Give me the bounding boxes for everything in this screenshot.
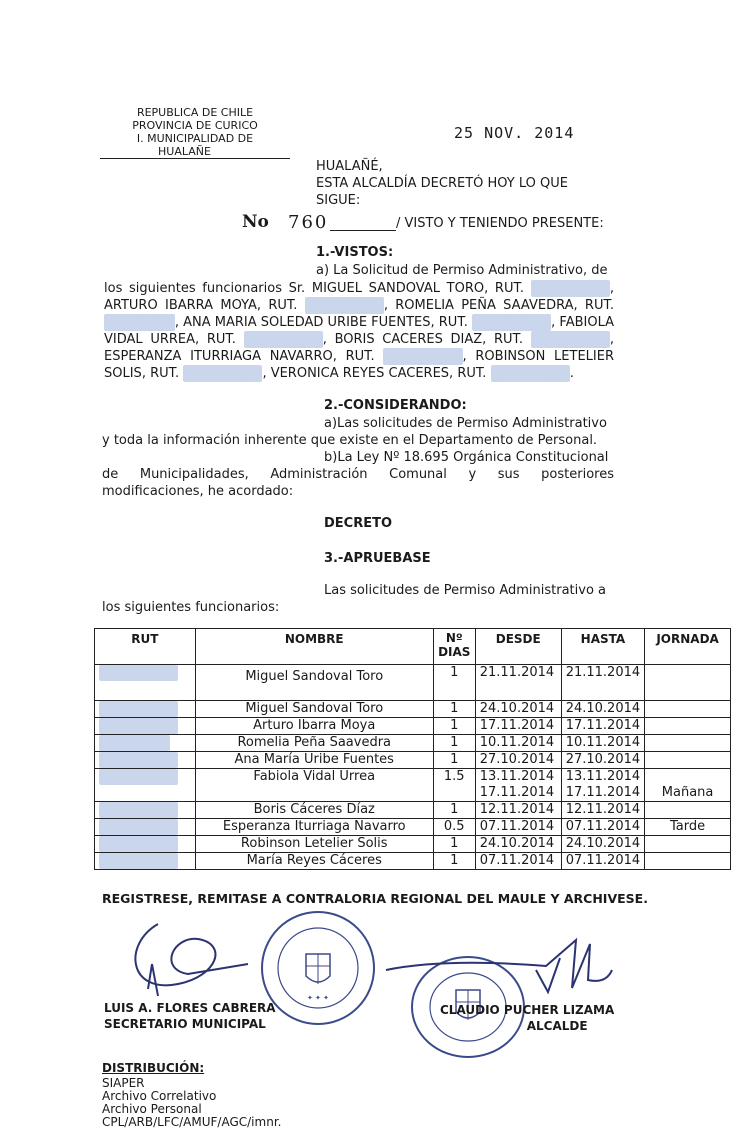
section2-a2: y toda la información inherente que existe en el Departamento de Personal. bbox=[102, 433, 598, 448]
rut-cell bbox=[95, 802, 196, 819]
redacted-rut: 00000000-0 bbox=[99, 769, 179, 784]
desde-cell: 27.10.2014 bbox=[475, 752, 561, 769]
person-9: VERONICA REYES CACERES, RUT. bbox=[270, 366, 487, 381]
dias-cell: 1 bbox=[433, 665, 475, 701]
table-row bbox=[95, 665, 731, 701]
redacted-rut: 0000000-0 bbox=[99, 735, 170, 750]
redacted-rut: 00000000-0 bbox=[530, 332, 610, 347]
hasta-cell: 21.11.2014 bbox=[561, 665, 644, 701]
hasta-cell: 07.11.2014 bbox=[561, 819, 644, 836]
desde-cell: 24.10.2014 bbox=[475, 836, 561, 853]
rut-cell bbox=[95, 836, 196, 853]
hasta-cell: 17.11.2014 bbox=[561, 718, 644, 735]
table-row bbox=[95, 802, 731, 819]
dias-cell: 1.5 bbox=[433, 769, 475, 802]
section2-a1: a)Las solicitudes de Permiso Administrativo bbox=[324, 416, 607, 431]
redacted-rut: 00000000-0 bbox=[99, 718, 179, 733]
hasta-cell: 24.10.2014 bbox=[561, 701, 644, 718]
intro-line: ESTA ALCALDÍA DECRETÓ HOY LO QUE bbox=[316, 176, 568, 191]
nombre-cell: Robinson Letelier Solis bbox=[195, 836, 433, 853]
redacted-rut: 00000000-0 bbox=[99, 819, 179, 834]
nombre-cell: Esperanza Iturriaga Navarro bbox=[195, 819, 433, 836]
municipal-seal-left bbox=[258, 908, 378, 1028]
section2-b2: de Municipalidades, Administración Comunal y sus posteriores bbox=[102, 467, 614, 482]
table-row bbox=[95, 718, 731, 735]
jornada-cell bbox=[645, 665, 731, 701]
header-block bbox=[100, 106, 290, 159]
redacted-rut: 0000000-0 bbox=[104, 315, 175, 330]
section2-title: 2.-CONSIDERANDO: bbox=[324, 398, 467, 413]
desde-cell: 21.11.2014 bbox=[475, 665, 561, 701]
decreto-label: DECRETO bbox=[324, 516, 393, 531]
jornada-cell bbox=[645, 836, 731, 853]
signature-right bbox=[376, 930, 616, 1010]
rut-cell bbox=[95, 752, 196, 769]
redacted-rut: 00000000-0 bbox=[99, 665, 179, 680]
dias-cell: 1 bbox=[433, 853, 475, 870]
redacted-rut: 00000000-0 bbox=[243, 332, 323, 347]
jornada-cell bbox=[645, 701, 731, 718]
hasta-value-2: 17.11.2014 bbox=[565, 785, 641, 800]
table-row bbox=[95, 819, 731, 836]
dias-cell: 1 bbox=[433, 718, 475, 735]
redacted-rut: 00000000-0 bbox=[99, 802, 179, 817]
hasta-cell: 27.10.2014 bbox=[561, 752, 644, 769]
person-2: ARTURO IBARRA MOYA, RUT. bbox=[104, 298, 298, 313]
desde-value: 13.11.2014 bbox=[479, 769, 555, 784]
jornada-cell bbox=[645, 853, 731, 870]
right-signature-block bbox=[440, 1002, 614, 1034]
header-country: REPUBLICA DE CHILE bbox=[136, 106, 254, 119]
table-header-row bbox=[95, 629, 731, 665]
section1-body: los siguientes funcionarios Sr. MIGUEL SANDOVAL TORO, RUT. 00000000-0, ARTURO IBARRA MOYA, RUT. 00000000-0, ROMELIA PEÑA SAAVEDRA, RUT. 0000000-0, ANA MARIA SOLEDAD URIBE FUENTES, RUT. 00000000-0, FABIOLA VIDAL URREA, RUT. 00000000-0, BORIS CACERES DIAZ, RUT. 00000000-0, ESPERANZA ITURRIAGA NAVARRO, RUT. 00000000-0, ROBINSON LETELIER SOLIS, RUT. 00000000-0, VERONICA REYES CACERES, RUT. 00000000-0. bbox=[104, 281, 615, 381]
distribution-item: SIAPER bbox=[102, 1076, 145, 1090]
header-province: PROVINCIA DE CURICO bbox=[132, 119, 258, 132]
decree-suffix: / VISTO Y TENIENDO PRESENTE: bbox=[396, 216, 604, 231]
desde-cell: 10.11.2014 bbox=[475, 735, 561, 752]
dias-cell: 1 bbox=[433, 752, 475, 769]
redacted-rut: 00000000-0 bbox=[490, 366, 570, 381]
decree-number: 760 bbox=[288, 212, 329, 233]
person-8: ROBINSON LETELIER SOLIS, RUT. bbox=[104, 349, 614, 381]
jornada-cell: Tarde bbox=[645, 819, 731, 836]
desde-value-2: 17.11.2014 bbox=[479, 785, 555, 800]
header-dias: Nº DIAS bbox=[433, 629, 475, 665]
right-signatory-title: ALCALDE bbox=[526, 1019, 588, 1033]
closing-line: REGISTRESE, REMITASE A CONTRALORIA REGIONAL DEL MAULE Y ARCHIVESE. bbox=[102, 891, 648, 906]
redacted-rut: 00000000-0 bbox=[304, 298, 384, 313]
table-row bbox=[95, 701, 731, 718]
dias-cell: 1 bbox=[433, 735, 475, 752]
hasta-cell: 24.10.2014 bbox=[561, 836, 644, 853]
right-signatory-name: CLAUDIO PUCHER LIZAMA bbox=[440, 1003, 615, 1017]
dias-cell: 1 bbox=[433, 836, 475, 853]
rut-cell bbox=[95, 853, 196, 870]
header-desde: DESDE bbox=[475, 629, 561, 665]
redacted-rut: 00000000-0 bbox=[383, 349, 463, 364]
dias-cell: 1 bbox=[433, 802, 475, 819]
jornada-cell bbox=[645, 752, 731, 769]
hasta-cell: 07.11.2014 bbox=[561, 853, 644, 870]
nombre-cell: Arturo Ibarra Moya bbox=[195, 718, 433, 735]
hasta-cell: 10.11.2014 bbox=[561, 735, 644, 752]
permissions-table bbox=[94, 628, 731, 870]
redacted-rut: 00000000-0 bbox=[99, 853, 179, 868]
left-signatory-title: SECRETARIO MUNICIPAL bbox=[104, 1017, 266, 1031]
header-rut: RUT bbox=[95, 629, 196, 665]
intro-city: HUALAÑÉ, bbox=[316, 159, 383, 174]
redacted-rut: 00000000-0 bbox=[99, 752, 179, 767]
rut-cell bbox=[95, 819, 196, 836]
dias-cell: 1 bbox=[433, 701, 475, 718]
desde-cell: 07.11.2014 bbox=[475, 853, 561, 870]
nombre-cell: María Reyes Cáceres bbox=[195, 853, 433, 870]
header-nombre: NOMBRE bbox=[195, 629, 433, 665]
table-row bbox=[95, 836, 731, 853]
rut-cell bbox=[95, 735, 196, 752]
person-5: FABIOLA VIDAL URREA, RUT. bbox=[104, 315, 615, 347]
table-row bbox=[95, 752, 731, 769]
table-row bbox=[95, 769, 731, 802]
intro-sigue: SIGUE: bbox=[316, 193, 361, 208]
table-row bbox=[95, 735, 731, 752]
desde-cell: 24.10.2014 bbox=[475, 701, 561, 718]
redacted-rut: 00000000-0 bbox=[472, 315, 552, 330]
desde-cell: 07.11.2014 bbox=[475, 819, 561, 836]
redacted-rut: 00000000-0 bbox=[99, 836, 179, 851]
rut-cell bbox=[95, 769, 196, 802]
section1-title: 1.-VISTOS: bbox=[316, 245, 394, 260]
person-4: ANA MARIA SOLEDAD URIBE FUENTES, RUT. bbox=[183, 315, 468, 330]
section2-b3: modificaciones, he acordado: bbox=[102, 484, 294, 499]
person-3: ROMELIA PEÑA SAAVEDRA, RUT. bbox=[395, 298, 614, 313]
svg-text:✦ ✦ ✦: ✦ ✦ ✦ bbox=[306, 994, 330, 1002]
header-municipality: I. MUNICIPALIDAD DE HUALAÑE bbox=[100, 132, 290, 159]
decree-number-line bbox=[240, 212, 610, 236]
jornada-cell bbox=[645, 735, 731, 752]
nombre-cell: Fabiola Vidal Urrea bbox=[195, 769, 433, 802]
redacted-rut: 00000000-0 bbox=[183, 366, 263, 381]
section2-b1: b)La Ley Nº 18.695 Orgánica Constitucional bbox=[324, 450, 609, 465]
redacted-rut: 00000000-0 bbox=[99, 701, 179, 716]
table-row bbox=[95, 853, 731, 870]
section3-line1: Las solicitudes de Permiso Administrativo a bbox=[324, 583, 607, 598]
nombre-cell: Romelia Peña Saavedra bbox=[195, 735, 433, 752]
hasta-cell: 12.11.2014 bbox=[561, 802, 644, 819]
desde-cell: 17.11.2014 bbox=[475, 718, 561, 735]
redacted-rut: 00000000-0 bbox=[530, 281, 610, 296]
header-hasta: HASTA bbox=[561, 629, 644, 665]
decree-prefix: No bbox=[242, 212, 269, 232]
desde-cell bbox=[475, 769, 561, 802]
section3-line2: los siguientes funcionarios: bbox=[102, 600, 280, 615]
decree-underline bbox=[330, 230, 396, 231]
hasta-cell bbox=[561, 769, 644, 802]
intro-block bbox=[316, 158, 616, 209]
distribution-block bbox=[102, 1062, 281, 1129]
rut-cell bbox=[95, 718, 196, 735]
stamp-date: 25 NOV. 2014 bbox=[454, 124, 575, 142]
nombre-cell: Ana María Uribe Fuentes bbox=[195, 752, 433, 769]
rut-cell bbox=[95, 665, 196, 701]
jornada-cell: Mañana bbox=[645, 769, 731, 802]
signature-left bbox=[118, 914, 268, 1004]
nombre-cell: Miguel Sandoval Toro bbox=[195, 701, 433, 718]
nombre-cell: Miguel Sandoval Toro bbox=[195, 665, 433, 701]
distribution-item: Archivo Correlativo bbox=[102, 1089, 217, 1103]
section3-title: 3.-APRUEBASE bbox=[324, 551, 431, 566]
section1-a-first: a) La Solicitud de Permiso Administrativo, de bbox=[316, 263, 608, 278]
jornada-cell bbox=[645, 718, 731, 735]
distribution-title: DISTRIBUCIÓN: bbox=[102, 1061, 205, 1075]
desde-cell: 12.11.2014 bbox=[475, 802, 561, 819]
distribution-item: Archivo Personal bbox=[102, 1102, 202, 1116]
distribution-item: CPL/ARB/LFC/AMUF/AGC/imnr. bbox=[102, 1115, 282, 1129]
hasta-value: 13.11.2014 bbox=[565, 769, 641, 784]
dias-cell: 0.5 bbox=[433, 819, 475, 836]
nombre-cell: Boris Cáceres Díaz bbox=[195, 802, 433, 819]
jornada-cell bbox=[645, 802, 731, 819]
left-signatory-name: LUIS A. FLORES CABRERA bbox=[104, 1001, 276, 1015]
person-1: los siguientes funcionarios Sr. MIGUEL SANDOVAL TORO, RUT. bbox=[104, 281, 525, 296]
rut-cell bbox=[95, 701, 196, 718]
person-7: ESPERANZA ITURRIAGA NAVARRO, RUT. bbox=[104, 349, 375, 364]
person-6: BORIS CACERES DIAZ, RUT. bbox=[334, 332, 524, 347]
header-jornada: JORNADA bbox=[645, 629, 731, 665]
left-signature-block bbox=[104, 1000, 276, 1032]
